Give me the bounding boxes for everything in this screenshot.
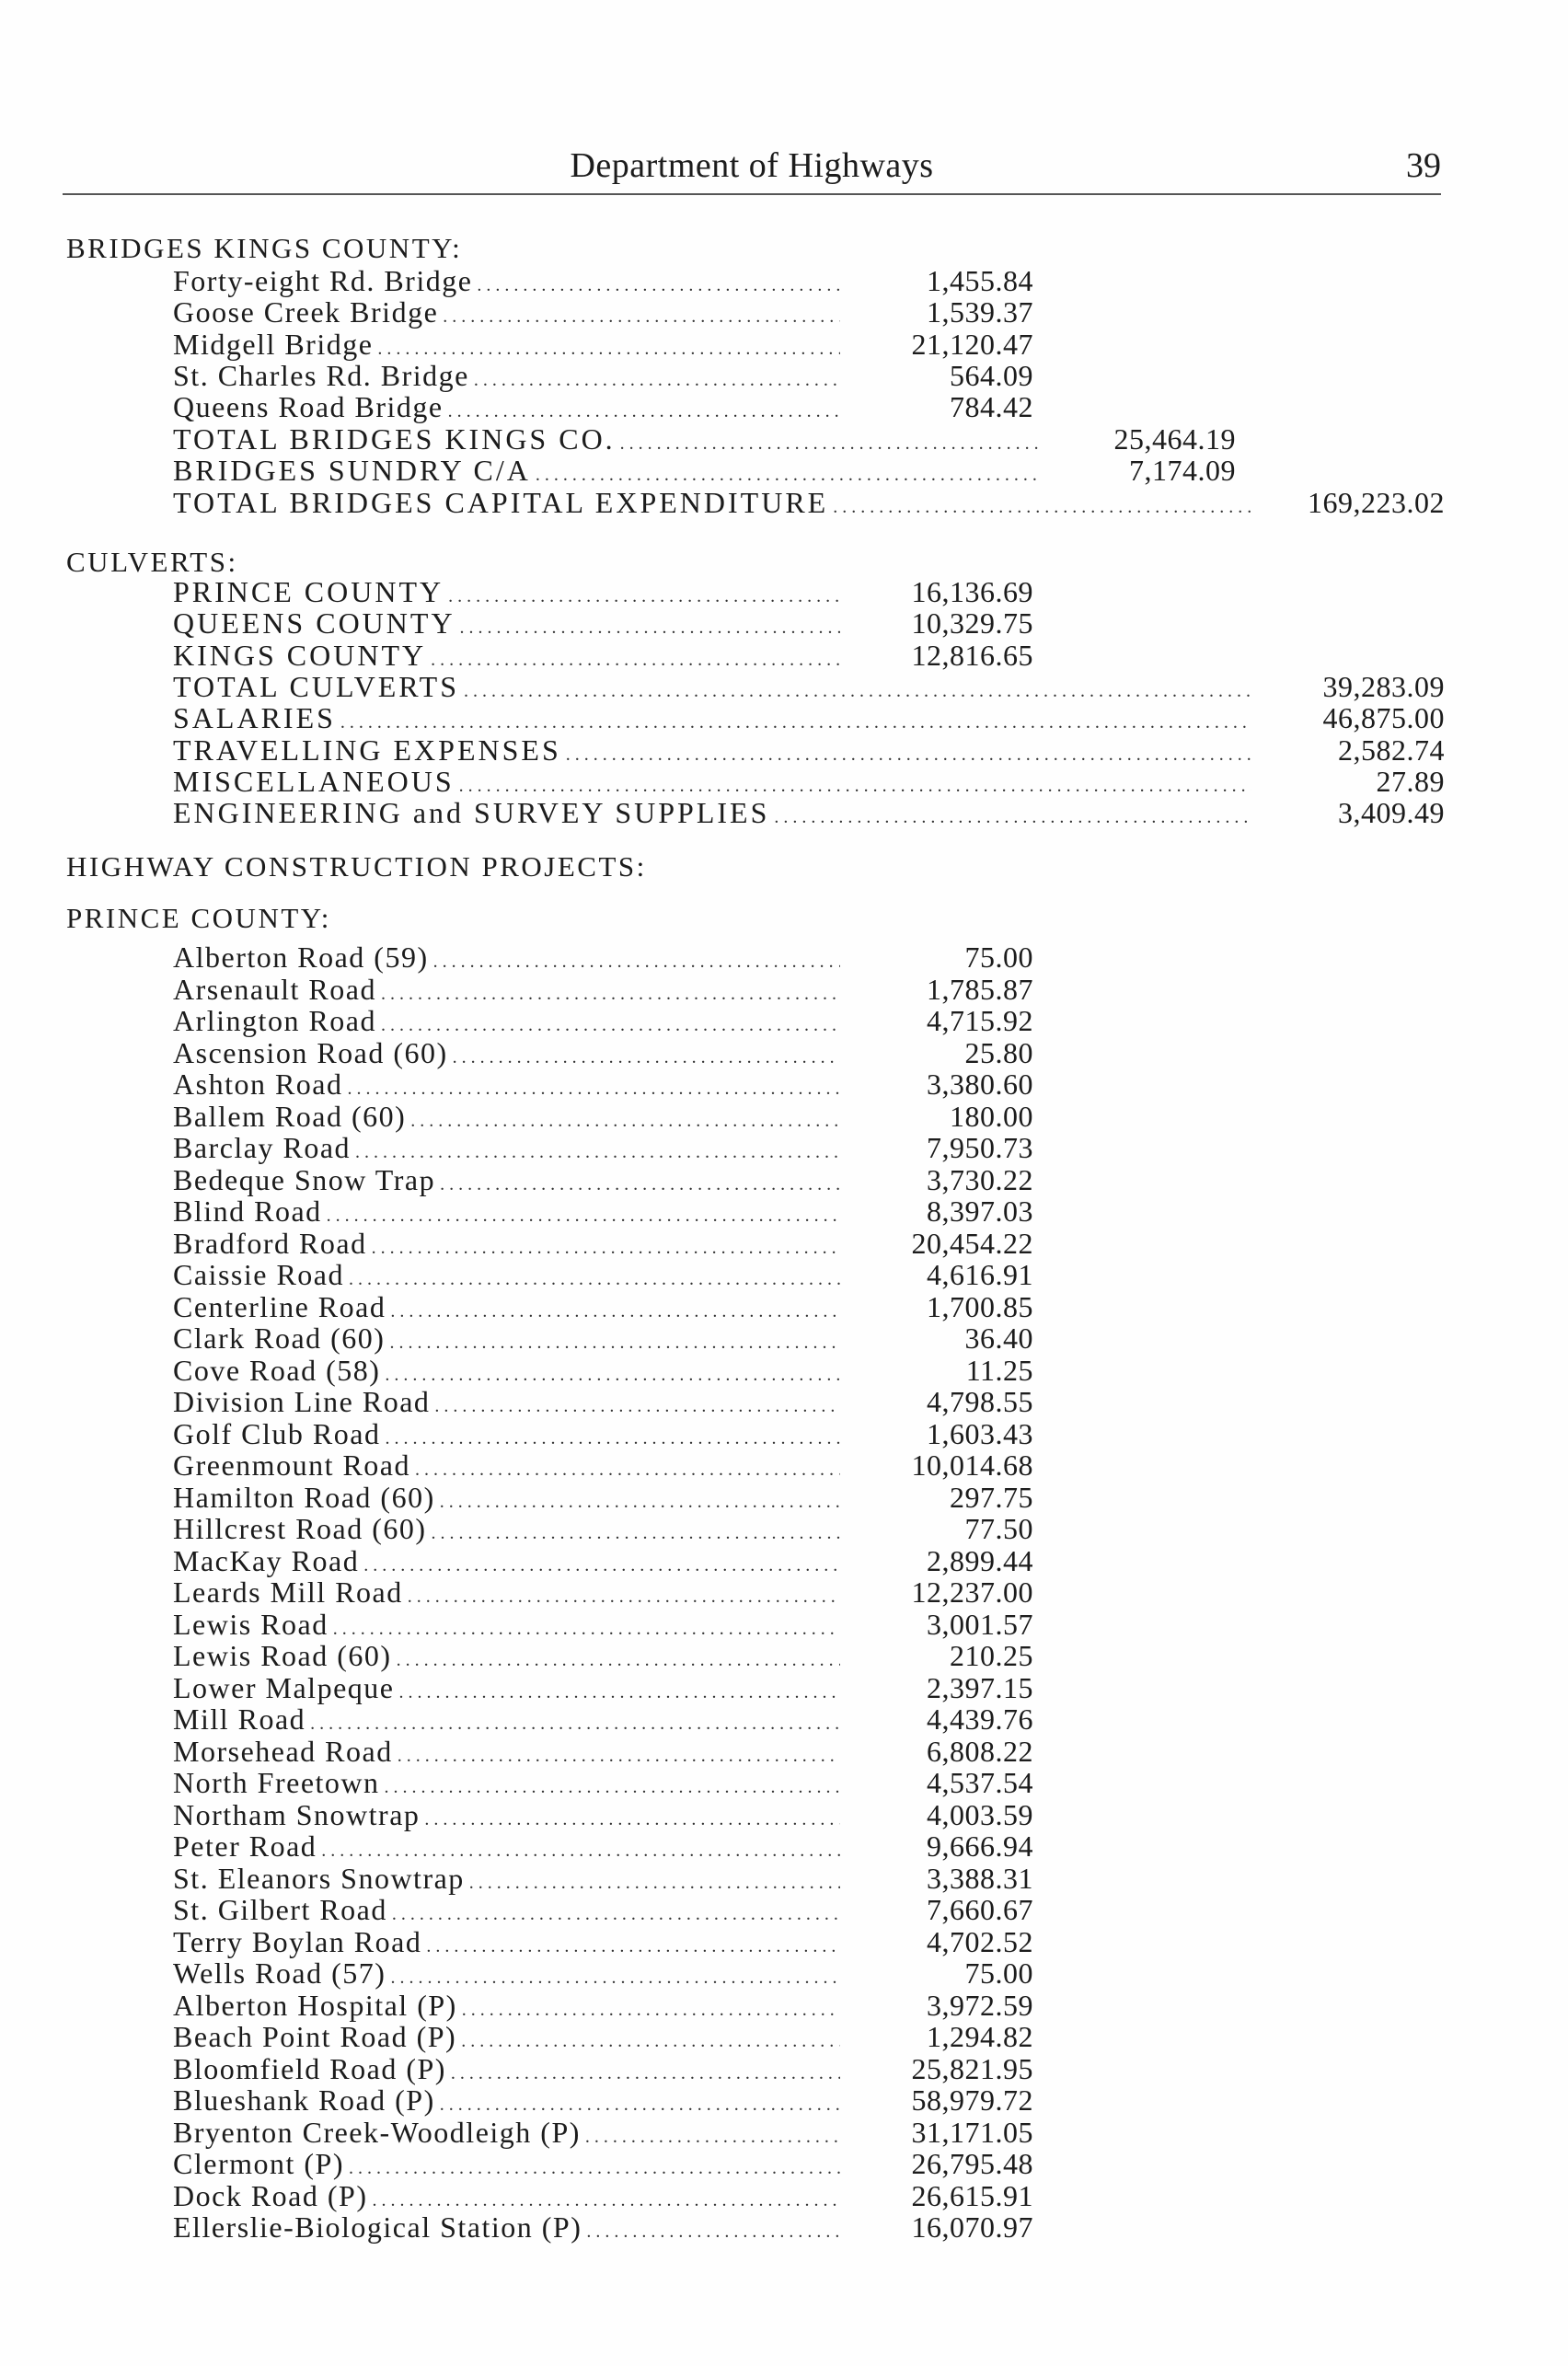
ledger-amount: 58,979.72 [911, 2083, 1033, 2117]
ledger-amount: 3,409.49 [1338, 796, 1445, 830]
ledger-label: St. Charles Rd. Bridge . . . [173, 359, 840, 397]
ledger-row [0, 973, 1568, 1006]
ledger-amount: 16,136.69 [911, 575, 1033, 608]
ledger-row [0, 1321, 1568, 1355]
ledger-row [0, 1163, 1568, 1196]
ledger-label: Arlington Road . . . [173, 1004, 840, 1042]
ledger-row [0, 1671, 1568, 1704]
ledger-amount: 77.50 [964, 1512, 1033, 1545]
ledger-label: Midgell Bridge . . . [173, 328, 840, 365]
ledger-label: KINGS COUNTY . . . [173, 639, 840, 676]
ledger-row [0, 1639, 1568, 1672]
ledger-amount: 1,785.87 [927, 972, 1033, 1006]
ledger-amount: 25,821.95 [911, 2051, 1033, 2085]
ledger-row [0, 1004, 1568, 1037]
ledger-amount: 25.80 [964, 1035, 1033, 1069]
ledger-row [0, 941, 1568, 974]
ledger-label: Cove Road (58) . . . [173, 1354, 840, 1391]
ledger-label: Blind Road . . . [173, 1195, 840, 1232]
ledger-amount: 180.00 [950, 1099, 1033, 1133]
ledger-amount: 75.00 [964, 1956, 1033, 1990]
ledger-label: Bedeque Snow Trap . . . [173, 1163, 840, 1201]
ledger-amount: 3,730.22 [927, 1162, 1033, 1196]
ledger-label: Centerline Road . . . [173, 1290, 840, 1328]
ledger-label: TOTAL BRIDGES CAPITAL EXPENDITURE . . . [173, 486, 1251, 524]
ledger-row [0, 1862, 1568, 1895]
ledger-row [0, 264, 1568, 297]
ledger-amount: 12,816.65 [911, 638, 1033, 672]
ledger-amount: 4,702.52 [927, 1924, 1033, 1958]
ledger-amount: 8,397.03 [927, 1195, 1033, 1228]
ledger-label: MISCELLANEOUS . . . [173, 765, 1251, 802]
ledger-amount: 6,808.22 [927, 1734, 1033, 1768]
ledger-amount: 25,464.19 [1113, 422, 1236, 456]
ledger-row [0, 1290, 1568, 1323]
ledger-label: Mill Road . . . [173, 1702, 840, 1740]
ledger-label: Hillcrest Road (60) . . . [173, 1512, 840, 1550]
ledger-row [0, 1766, 1568, 1799]
section-heading-bridges-kings: BRIDGES KINGS COUNTY: [66, 232, 463, 264]
ledger-label: PRINCE COUNTY . . . [173, 575, 840, 613]
ledger-row [0, 765, 1568, 798]
ledger-amount: 26,795.48 [911, 2147, 1033, 2180]
ledger-label: TRAVELLING EXPENSES . . . [173, 733, 1251, 771]
ledger-amount: 1,539.37 [927, 295, 1033, 329]
ledger-label: Bradford Road . . . [173, 1227, 840, 1264]
ledger-label: Golf Club Road . . . [173, 1417, 840, 1455]
ledger-label: Ascension Road (60) . . . [173, 1036, 840, 1074]
ledger-row [0, 1481, 1568, 1514]
ledger-amount: 11.25 [965, 1353, 1033, 1387]
ledger-row [0, 1258, 1568, 1291]
ledger-label: Alberton Hospital (P) . . . [173, 1989, 840, 2026]
ledger-label: Greenmount Road . . . [173, 1448, 840, 1486]
ledger-amount: 1,603.43 [927, 1416, 1033, 1450]
ledger-row [0, 359, 1568, 392]
ledger-label: MacKay Road . . . [173, 1544, 840, 1582]
ledger-label: Barclay Road . . . [173, 1131, 840, 1169]
ledger-row [0, 1544, 1568, 1577]
ledger-label: Clark Road (60) . . . [173, 1321, 840, 1359]
ledger-label: St. Eleanors Snowtrap . . . [173, 1862, 840, 1899]
ledger-amount: 210.25 [950, 1639, 1033, 1672]
ledger-label: Morsehead Road . . . [173, 1735, 840, 1772]
ledger-amount: 7,660.67 [927, 1893, 1033, 1926]
ledger-row [0, 639, 1568, 672]
ledger-row [0, 328, 1568, 361]
ledger-amount: 784.42 [950, 390, 1033, 424]
ledger-label: Division Line Road . . . [173, 1385, 840, 1423]
ledger-row [0, 1512, 1568, 1545]
ledger-label: Terry Boylan Road . . . [173, 1925, 840, 1963]
ledger-row [0, 1354, 1568, 1387]
ledger-amount: 39,283.09 [1322, 670, 1445, 703]
ledger-label: Lewis Road . . . [173, 1608, 840, 1645]
ledger-label: Lower Malpeque . . . [173, 1671, 840, 1709]
ledger-amount: 10,329.75 [911, 606, 1033, 641]
ledger-amount: 4,439.76 [927, 1702, 1033, 1736]
ledger-label: Forty-eight Rd. Bridge . . . [173, 264, 840, 302]
ledger-label: Hamilton Road (60) . . . [173, 1481, 840, 1518]
ledger-row [0, 701, 1568, 734]
page-header [63, 138, 1441, 195]
ledger-label: Alberton Road (59) . . . [173, 941, 840, 978]
ledger-amount: 75.00 [964, 941, 1033, 974]
ledger-amount: 12,237.00 [911, 1575, 1033, 1609]
ledger-label: TOTAL CULVERTS . . . [173, 670, 1251, 708]
ledger-row [0, 1448, 1568, 1482]
ledger-amount: 20,454.22 [911, 1226, 1033, 1260]
ledger-row [0, 295, 1568, 329]
ledger-row [0, 1956, 1568, 1990]
ledger-amount: 36.40 [964, 1321, 1033, 1355]
ledger-amount: 3,388.31 [927, 1861, 1033, 1895]
ledger-label: Caissie Road . . . [173, 1258, 840, 1296]
ledger-amount: 169,223.02 [1308, 485, 1445, 519]
ledger-row [0, 2020, 1568, 2053]
ledger-amount: 4,537.54 [927, 1766, 1033, 1799]
ledger-row [0, 1608, 1568, 1641]
ledger-row [0, 1798, 1568, 1831]
ledger-row [0, 1575, 1568, 1609]
ledger-label: Beach Point Road (P) . . . [173, 2020, 840, 2058]
ledger-amount: 3,972.59 [927, 1988, 1033, 2022]
ledger-amount: 1,700.85 [927, 1289, 1033, 1323]
ledger-amount: 4,798.55 [927, 1385, 1033, 1418]
ledger-amount: 4,715.92 [927, 1004, 1033, 1037]
ledger-label: TOTAL BRIDGES KINGS CO. . . . [173, 422, 1043, 460]
ledger-row [0, 454, 1568, 487]
ledger-row [0, 1036, 1568, 1069]
ledger-label: Northam Snowtrap . . . [173, 1798, 840, 1836]
ledger-label: Blueshank Road (P) . . . [173, 2083, 840, 2121]
ledger-amount: 31,171.05 [911, 2115, 1033, 2149]
ledger-label: Clermont (P) . . . [173, 2147, 840, 2185]
section-heading-culverts: CULVERTS: [66, 546, 238, 578]
ledger-label: Dock Road (P) . . . [173, 2179, 840, 2217]
ledger-label: BRIDGES SUNDRY C/A . . . [173, 454, 1043, 491]
ledger-row [0, 1829, 1568, 1863]
ledger-amount: 7,950.73 [927, 1131, 1033, 1164]
ledger-row [0, 2179, 1568, 2212]
ledger-row [0, 575, 1568, 608]
ledger-amount: 3,001.57 [927, 1607, 1033, 1641]
ledger-amount: 297.75 [950, 1480, 1033, 1514]
page-number: 39 [1406, 146, 1441, 185]
ledger-row [0, 1417, 1568, 1450]
ledger-row [0, 1893, 1568, 1926]
ledger-amount: 1,294.82 [927, 2020, 1033, 2053]
ledger-row [0, 1100, 1568, 1133]
ledger-amount: 2,899.44 [927, 1543, 1033, 1577]
ledger-row [0, 1989, 1568, 2022]
ledger-row [0, 670, 1568, 703]
ledger-row [0, 486, 1568, 519]
ledger-row [0, 1131, 1568, 1164]
ledger-label: Wells Road (57) . . . [173, 1956, 840, 1994]
ledger-label: SALARIES . . . [173, 701, 1251, 739]
ledger-label: Leards Mill Road . . . [173, 1575, 840, 1613]
ledger-label: QUEENS COUNTY . . . [173, 606, 840, 644]
ledger-label: Goose Creek Bridge . . . [173, 295, 840, 333]
ledger-row [0, 2116, 1568, 2149]
ledger-amount: 1,455.84 [927, 264, 1033, 297]
ledger-amount: 9,666.94 [927, 1829, 1033, 1863]
ledger-label: Arsenault Road . . . [173, 973, 840, 1010]
ledger-label: Ellerslie-Biological Station (P) . . . [173, 2210, 840, 2248]
ledger-label: Queens Road Bridge . . . [173, 390, 840, 428]
section-heading-highway-projects: HIGHWAY CONSTRUCTION PROJECTS: [66, 850, 647, 883]
ledger-label: Ballem Road (60) . . . [173, 1100, 840, 1137]
ledger-label: Bryenton Creek-Woodleigh (P) . . . [173, 2116, 840, 2153]
ledger-amount: 21,120.47 [911, 327, 1033, 361]
ledger-row [0, 1068, 1568, 1101]
ledger-label: St. Gilbert Road . . . [173, 1893, 840, 1931]
ledger-amount: 10,014.68 [911, 1448, 1033, 1482]
ledger-row [0, 1227, 1568, 1260]
ledger-row [0, 2210, 1568, 2244]
ledger-label: Bloomfield Road (P) . . . [173, 2052, 840, 2090]
ledger-row [0, 1735, 1568, 1768]
ledger-label: ENGINEERING and SURVEY SUPPLIES . . . [173, 796, 1251, 834]
ledger-row [0, 733, 1568, 767]
ledger-label: Lewis Road (60) . . . [173, 1639, 840, 1677]
ledger-amount: 27.89 [1376, 764, 1445, 798]
ledger-amount: 4,616.91 [927, 1258, 1033, 1291]
ledger-label: Ashton Road . . . [173, 1068, 840, 1105]
ledger-label: Peter Road . . . [173, 1829, 840, 1867]
ledger-amount: 2,397.15 [927, 1670, 1033, 1704]
ledger-row [0, 2083, 1568, 2117]
ledger-amount: 564.09 [950, 358, 1033, 392]
ledger-row [0, 1385, 1568, 1418]
page-title: Department of Highways [570, 146, 934, 185]
ledger-amount: 7,174.09 [1129, 454, 1236, 488]
ledger-row [0, 796, 1568, 829]
ledger-amount: 2,582.74 [1338, 733, 1445, 767]
ledger-amount: 4,003.59 [927, 1797, 1033, 1831]
ledger-amount: 3,380.60 [927, 1068, 1033, 1101]
ledger-label: North Freetown . . . [173, 1766, 840, 1804]
ledger-row [0, 2052, 1568, 2085]
ledger-row [0, 1195, 1568, 1228]
ledger-row [0, 390, 1568, 423]
ledger-row [0, 1925, 1568, 1958]
ledger-amount: 46,875.00 [1322, 701, 1445, 735]
ledger-row [0, 2147, 1568, 2180]
ledger-row [0, 1702, 1568, 1736]
ledger-amount: 16,070.97 [911, 2210, 1033, 2244]
section-heading-prince-county: PRINCE COUNTY: [66, 902, 331, 934]
ledger-amount: 26,615.91 [911, 2178, 1033, 2212]
ledger-row [0, 606, 1568, 640]
ledger-row [0, 422, 1568, 456]
